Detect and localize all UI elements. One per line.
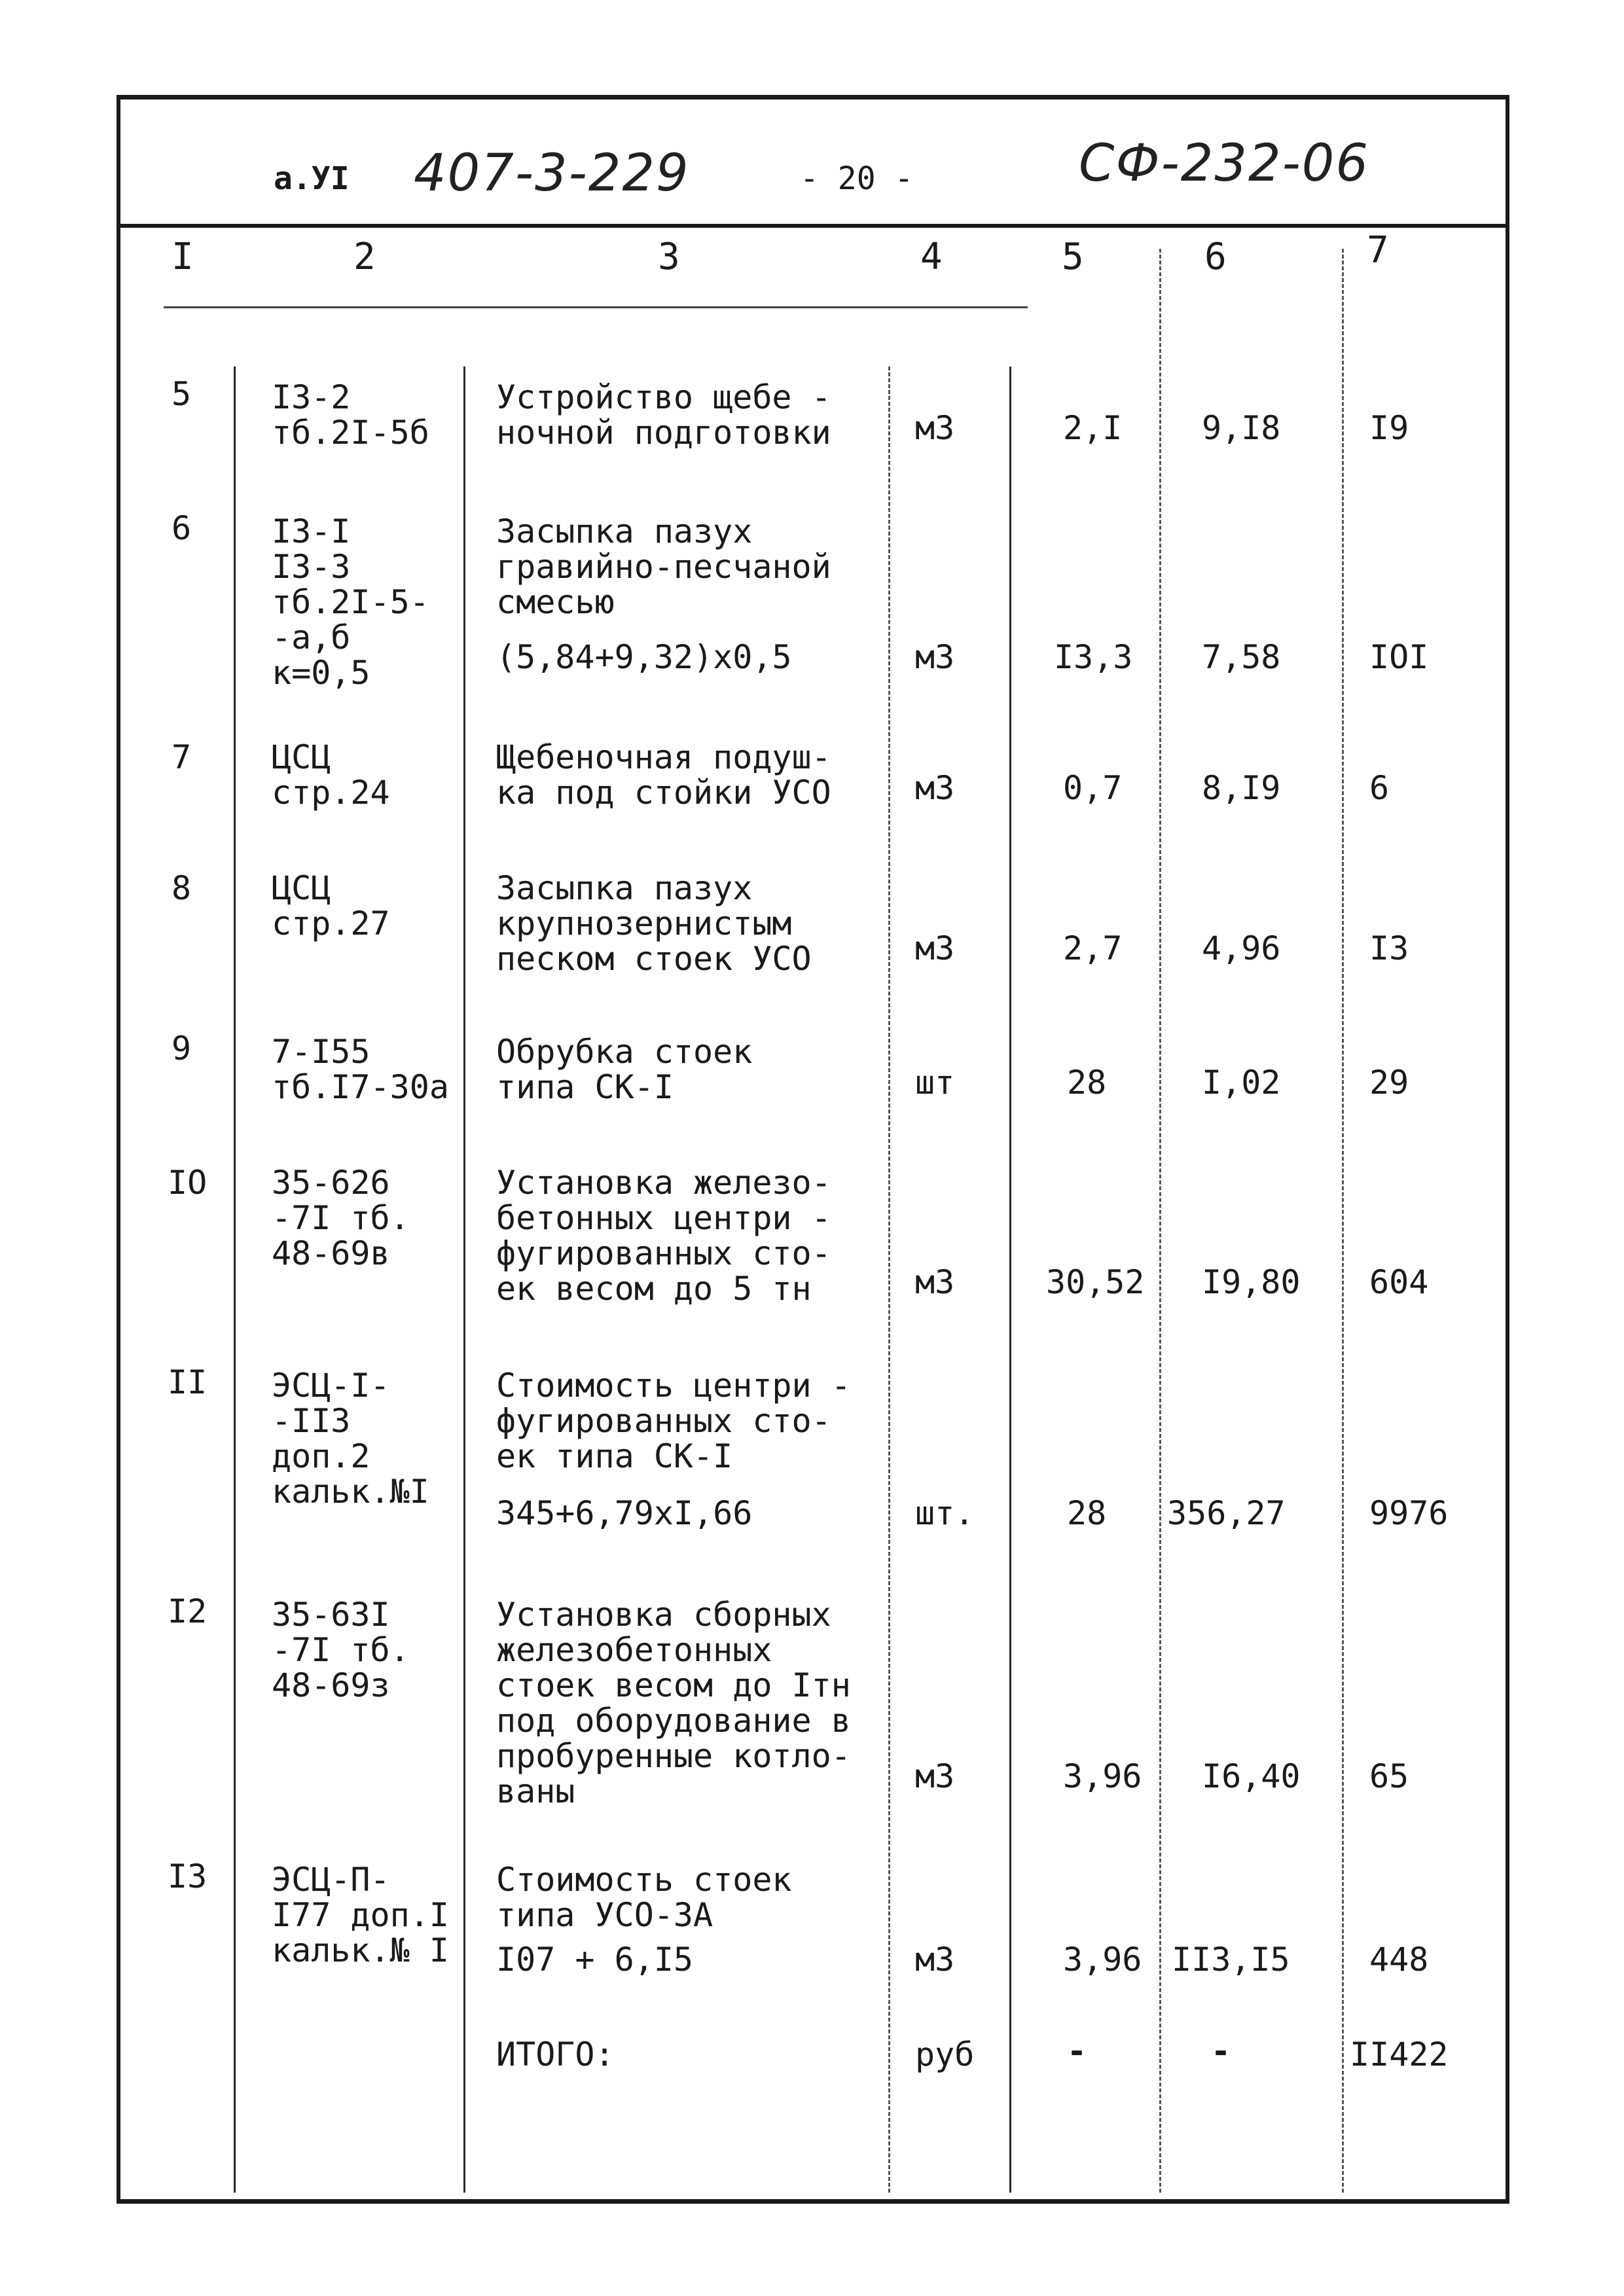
row-number: 9 xyxy=(171,1030,192,1067)
row-reference: ЦСЦ стр.24 xyxy=(272,738,390,812)
column-number: 2 xyxy=(353,236,376,278)
row-description: Стоимость стоек типа УСО-3А xyxy=(496,1861,792,1934)
row-price: I,02 xyxy=(1202,1064,1281,1102)
row-number: I3 xyxy=(168,1857,208,1895)
row-unit: м3 xyxy=(915,929,955,967)
row-unit: м3 xyxy=(915,769,955,807)
row-total: 65 xyxy=(1369,1757,1409,1795)
row-quantity: 0,7 xyxy=(1063,769,1123,807)
row-description: Стоимость центри - фугированных сто- ек типа СК-I xyxy=(496,1367,851,1475)
row-total: 29 xyxy=(1369,1064,1409,1102)
col-divider-5 xyxy=(1159,249,1161,2193)
row-total: IOI xyxy=(1369,638,1429,676)
row-quantity: 3,96 xyxy=(1063,1941,1142,1979)
col-divider-3 xyxy=(888,367,890,2193)
row-reference: ЭСЦ-I- -II3 доп.2 кальк.№I xyxy=(272,1367,429,1511)
row-price: 4,96 xyxy=(1202,929,1281,967)
row-reference: ЭСЦ-П- I77 доп.I кальк.№ I xyxy=(272,1861,449,1969)
row-unit: шт. xyxy=(915,1494,975,1532)
row-number: I2 xyxy=(168,1592,208,1630)
row-reference: ЦСЦ стр.27 xyxy=(272,869,390,942)
row-quantity: 28 xyxy=(1067,1494,1107,1532)
row-description: Установка железо- бетонных центри - фугированных сто- ек весом до 5 тн xyxy=(496,1164,831,1308)
col-divider-4 xyxy=(1009,367,1011,2193)
column-number: 7 xyxy=(1367,229,1389,272)
colnum-divider xyxy=(164,306,1028,308)
total-label: ИТОГО: xyxy=(496,2036,615,2073)
album-label: а.УI xyxy=(274,160,350,197)
col-divider-6 xyxy=(1342,249,1344,2193)
row-formula: 345+6,79xI,66 xyxy=(496,1494,753,1532)
row-quantity: 2,I xyxy=(1063,409,1123,447)
row-unit: шт xyxy=(915,1064,955,1102)
col-divider-2 xyxy=(463,367,465,2193)
row-reference: 35-626 -7I тб. 48-69в xyxy=(272,1164,410,1272)
row-formula: (5,84+9,32)x0,5 xyxy=(496,638,792,676)
row-price: 8,I9 xyxy=(1202,769,1281,807)
row-number: IO xyxy=(168,1164,208,1202)
row-price: 356,27 xyxy=(1167,1494,1286,1532)
row-reference: 7-I55 тб.I7-30а xyxy=(272,1033,449,1106)
row-price: 7,58 xyxy=(1202,638,1281,676)
row-description: Засыпка пазух гравийно-песчаной смесью xyxy=(496,512,831,621)
row-total: 6 xyxy=(1369,769,1390,807)
row-unit: м3 xyxy=(915,1757,955,1795)
row-reference: I3-I I3-3 тб.2I-5- -а,б к=0,5 xyxy=(272,512,429,692)
row-quantity: 28 xyxy=(1067,1064,1107,1102)
row-number: II xyxy=(168,1363,208,1401)
column-number: 4 xyxy=(920,236,943,278)
column-number: 3 xyxy=(658,236,680,278)
col-divider-1 xyxy=(234,367,236,2193)
row-number: 8 xyxy=(171,869,192,907)
row-total: I9 xyxy=(1369,409,1409,447)
column-number: I xyxy=(171,236,194,278)
row-total: 448 xyxy=(1369,1941,1429,1979)
row-formula: I07 + 6,I5 xyxy=(496,1941,694,1979)
page-number: - 20 - xyxy=(800,160,914,197)
row-description: Обрубка стоек типа СК-I xyxy=(496,1033,753,1106)
row-quantity: 30,52 xyxy=(1046,1263,1145,1301)
row-number: 7 xyxy=(171,738,192,776)
row-number: 5 xyxy=(171,375,192,413)
project-number: 407-3-229 xyxy=(414,144,690,203)
total-amount: II422 xyxy=(1350,2036,1449,2073)
row-description: Устройство щебе - ночной подготовки xyxy=(496,378,831,452)
row-price: 9,I8 xyxy=(1202,409,1281,447)
row-unit: м3 xyxy=(915,638,955,676)
document-code: СФ-232-06 xyxy=(1079,134,1370,193)
row-description: Засыпка пазух крупнозернистым песком стоек УСО xyxy=(496,869,812,978)
total-unit: руб xyxy=(915,2036,975,2073)
row-price: I9,80 xyxy=(1202,1263,1301,1301)
row-number: 6 xyxy=(171,509,192,547)
column-number: 6 xyxy=(1204,236,1227,278)
row-reference: 35-63I -7I тб. 48-69з xyxy=(272,1596,410,1704)
row-unit: м3 xyxy=(915,1263,955,1301)
row-reference: I3-2 тб.2I-5б xyxy=(272,378,429,452)
row-total: 604 xyxy=(1369,1263,1429,1301)
row-description: Щебеночная подуш- ка под стойки УСО xyxy=(496,738,831,812)
column-number: 5 xyxy=(1062,236,1084,278)
total-price: - xyxy=(1211,2032,1231,2070)
row-quantity: 2,7 xyxy=(1063,929,1123,967)
row-price: II3,I5 xyxy=(1172,1941,1290,1979)
row-unit: м3 xyxy=(915,1941,955,1979)
row-price: I6,40 xyxy=(1202,1757,1301,1795)
row-description: Установка сборных железобетонных стоек весом до Iтн под оборудование в пробуренные котло- ваны xyxy=(496,1596,851,1810)
row-quantity: 3,96 xyxy=(1063,1757,1142,1795)
row-unit: м3 xyxy=(915,409,955,447)
total-quantity: - xyxy=(1067,2032,1087,2070)
row-quantity: I3,3 xyxy=(1054,638,1133,676)
row-total: 9976 xyxy=(1369,1494,1449,1532)
header-divider xyxy=(117,224,1509,228)
row-total: I3 xyxy=(1369,929,1409,967)
